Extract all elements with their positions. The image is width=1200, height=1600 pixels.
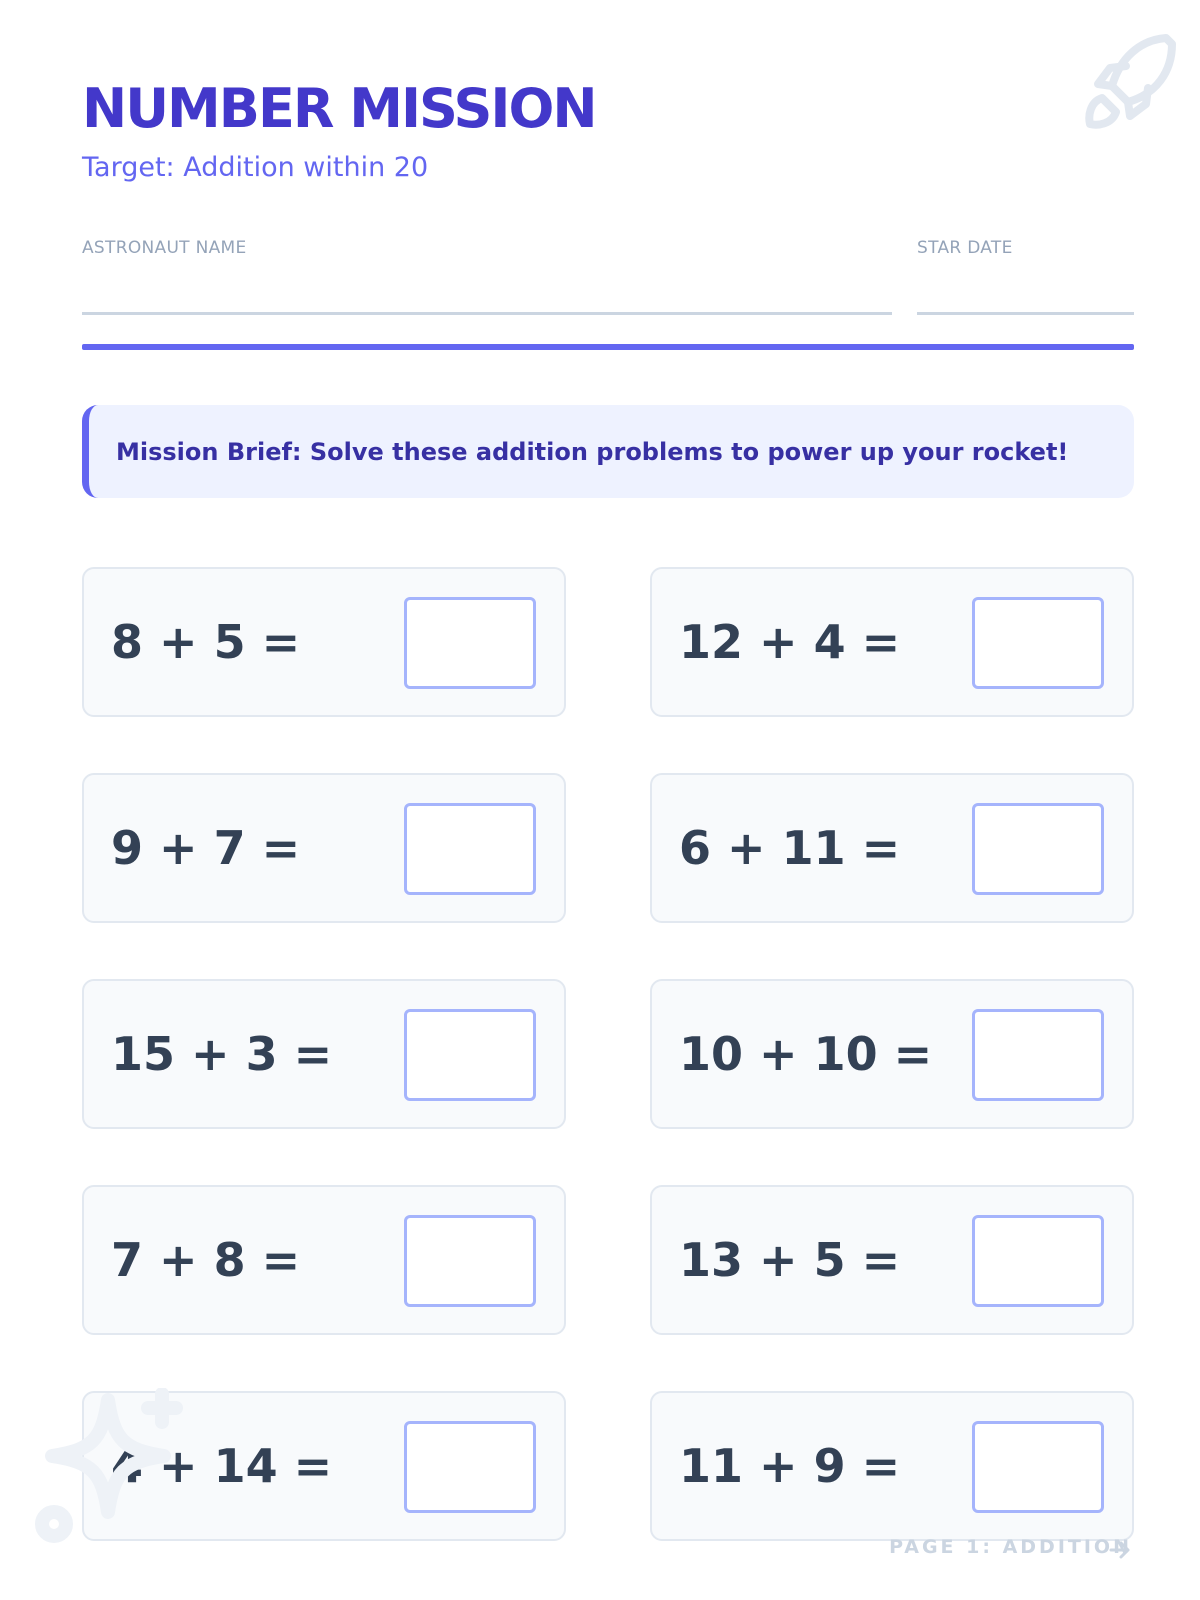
problem-text: 7 + 8 =: [111, 1233, 301, 1287]
answer-box[interactable]: [972, 1215, 1104, 1307]
problem-text: 12 + 4 =: [679, 615, 901, 669]
problem-card: [82, 1185, 566, 1335]
problem-card: [650, 773, 1134, 923]
answer-box[interactable]: [972, 803, 1104, 895]
page-footer: [860, 1538, 1132, 1557]
page-subtitle: Target: Addition within 20: [82, 152, 429, 183]
answer-box[interactable]: [972, 597, 1104, 689]
mission-brief: [82, 405, 1134, 498]
problem-card: [650, 979, 1134, 1129]
star-date-field[interactable]: [917, 312, 1134, 315]
answer-box[interactable]: [404, 1009, 536, 1101]
problem-text: 9 + 7 =: [111, 821, 301, 875]
arrow-right-icon: [1108, 1539, 1132, 1561]
problem-card: [82, 567, 566, 717]
problem-text: 4 + 14 =: [111, 1439, 333, 1493]
rocket-icon: [1080, 28, 1180, 132]
page-title: NUMBER MISSION: [82, 77, 596, 140]
problem-text: 15 + 3 =: [111, 1027, 333, 1081]
problem-card: [650, 1391, 1134, 1541]
answer-box[interactable]: [404, 1421, 536, 1513]
astronaut-name-field[interactable]: [82, 312, 892, 315]
answer-box[interactable]: [972, 1421, 1104, 1513]
answer-box[interactable]: [404, 1215, 536, 1307]
astronaut-name-label: ASTRONAUT NAME: [82, 238, 247, 258]
problem-card: [82, 773, 566, 923]
answer-box[interactable]: [972, 1009, 1104, 1101]
problem-card: [82, 979, 566, 1129]
answer-box[interactable]: [404, 597, 536, 689]
mission-brief-text: Mission Brief: Solve these addition problems to power up your rocket!: [116, 437, 1069, 466]
problem-card: [650, 567, 1134, 717]
footer-text: PAGE 1: ADDITION: [889, 1536, 1132, 1558]
problem-card: [650, 1185, 1134, 1335]
star-date-label: STAR DATE: [917, 238, 1013, 258]
problem-text: 10 + 10 =: [679, 1027, 933, 1081]
header-divider: [82, 344, 1134, 350]
problem-text: 6 + 11 =: [679, 821, 901, 875]
problem-text: 13 + 5 =: [679, 1233, 901, 1287]
problem-text: 11 + 9 =: [679, 1439, 901, 1493]
problem-text: 8 + 5 =: [111, 615, 301, 669]
answer-box[interactable]: [404, 803, 536, 895]
problem-card: [82, 1391, 566, 1541]
